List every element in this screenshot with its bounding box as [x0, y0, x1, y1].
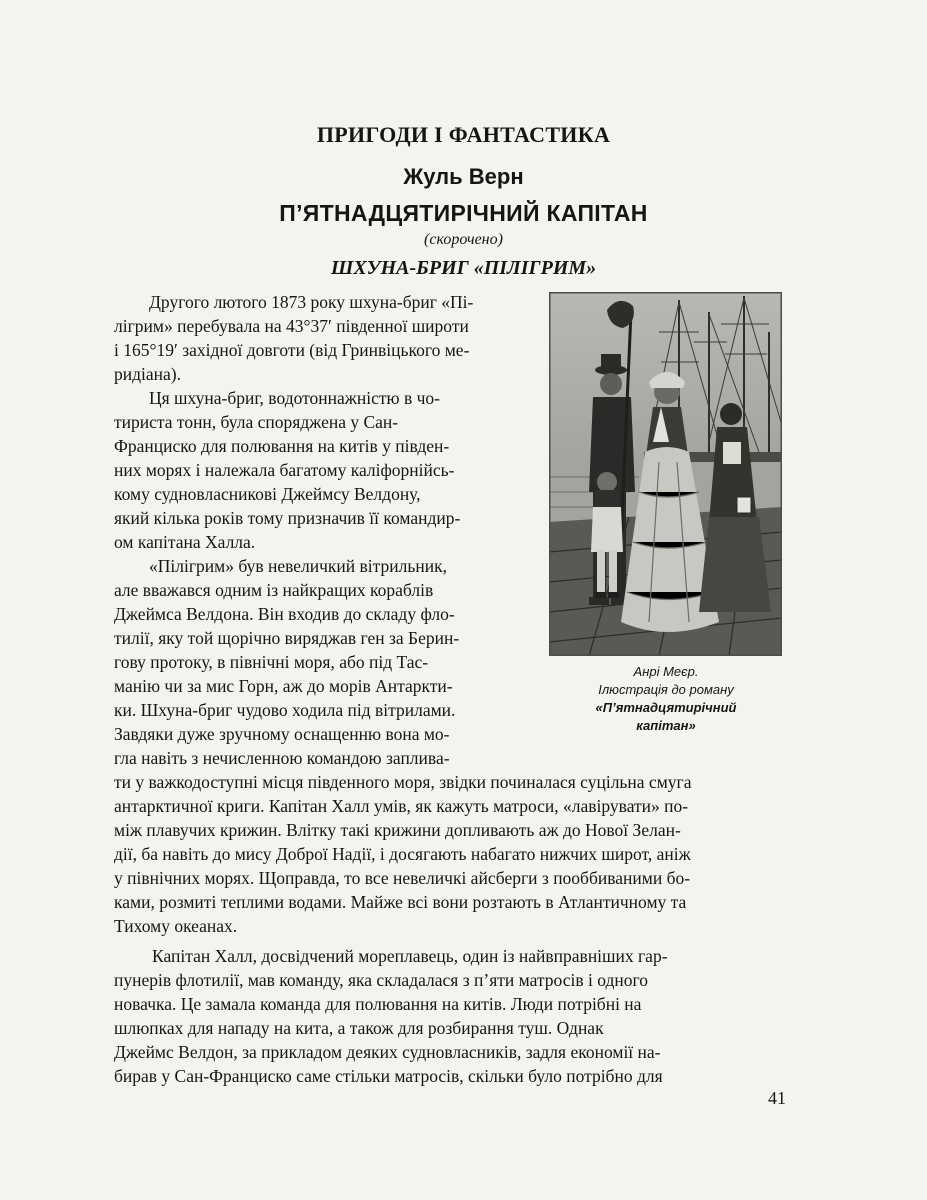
text-line: ридіана).	[114, 364, 181, 384]
text-line: гла навіть з нечисленною командою заплива-	[114, 748, 450, 768]
text-line: ками, розмиті теплими водами. Майже всі вони розтають в Атлантичному та	[114, 892, 687, 912]
text-line: ти у важкодоступні місця південного моря, звідки починалася суцільна смуга	[114, 772, 692, 792]
text-line: Джеймса Велдона. Він входив до складу фло-	[114, 604, 455, 624]
illustration-caption-title-cont: капітан»	[636, 718, 696, 733]
text-line: ки. Шхуна-бриг чудово ходила під вітрилами.	[114, 700, 456, 720]
text-line: пунерів флотилії, мав команду, яка складалася з п’яти матросів і одного	[114, 970, 648, 990]
author-name: Жуль Верн	[403, 164, 524, 189]
text-line: «Пілігрим» був невеличкий вітрильник,	[149, 556, 447, 576]
text-line: Тихому океанах.	[114, 916, 238, 936]
text-line: Капітан Халл, досвідчений мореплавець, один із найвправніших гар-	[152, 946, 668, 966]
text-line: у північних морях. Щоправда, то все невеличкі айсберги з пооббиваними бо-	[114, 868, 691, 888]
text-line: Франциско для полювання на китів у півден-	[114, 436, 450, 456]
illustration-caption-author: Анрі Меєр.	[633, 664, 699, 679]
section-heading: ПРИГОДИ І ФАНТАСТИКА	[316, 122, 611, 147]
illustration-caption-line: Ілюстрація до роману	[598, 682, 734, 697]
text-line: шлюпках для нападу на кита, а також для розбирання туш. Однак	[114, 1018, 604, 1038]
text-line: Ця шхуна-бриг, водотоннажністю в чо-	[149, 388, 440, 408]
text-line: Завдяки дуже зручному оснащенню вона мо-	[114, 724, 450, 744]
illustration-caption-title: «П’ятнадцятирічний	[595, 700, 737, 715]
text-line: ом капітана Халла.	[114, 532, 256, 552]
text-line: дії, ба навіть до мису Доброї Надії, і досягають набагато нижчих широт, аніж	[114, 844, 691, 864]
text-line: Джеймс Велдон, за прикладом деяких судновласників, задля економії на-	[114, 1042, 661, 1062]
text-line: тириста тонн, була споряджена у Сан-	[114, 412, 399, 432]
chapter-title: ШХУНА-БРИГ «ПІЛІГРИМ»	[330, 257, 597, 279]
book-title: П’ЯТНАДЦЯТИРІЧНИЙ КАПІТАН	[279, 200, 648, 226]
text-line: тилії, яку той щорічно виряджав ген за Берин-	[114, 628, 460, 648]
text-line: гову протоку, в північні моря, або під Тас-	[114, 652, 429, 672]
text-line: але вважався одним із найкращих кораблів	[114, 580, 434, 600]
page-number: 41	[768, 1088, 786, 1108]
text-line: них морях і належала багатому каліфорнійсь-	[114, 460, 455, 480]
text-line: бирав у Сан-Франциско саме стільки матросів, скільки було потрібно для	[114, 1066, 663, 1086]
text-line: лігрим» перебувала на 43°37′ південної широти	[114, 316, 469, 336]
text-line: і 165°19′ західної довготи (від Гринвіцького ме-	[114, 340, 470, 360]
abridged-note: (скорочено)	[424, 231, 503, 248]
book-illustration	[549, 292, 782, 656]
text-line: Другого лютого 1873 року шхуна-бриг «Пі-	[149, 292, 474, 312]
text-line: який кілька років тому призначив її командир-	[114, 508, 461, 528]
text-line: між плавучих крижин. Влітку такі крижини допливають аж до Нової Зелан-	[114, 820, 681, 840]
text-line: манію чи за мис Горн, аж до морів Антаркти-	[114, 676, 453, 696]
text-line: антарктичної криги. Капітан Халл умів, як кажуть матроси, «лавірувати» по-	[114, 796, 689, 816]
text-line: кому судновласникові Джеймсу Велдону,	[114, 484, 421, 504]
text-line: новачка. Це замала команда для полювання на китів. Люди потрібні на	[114, 994, 642, 1014]
